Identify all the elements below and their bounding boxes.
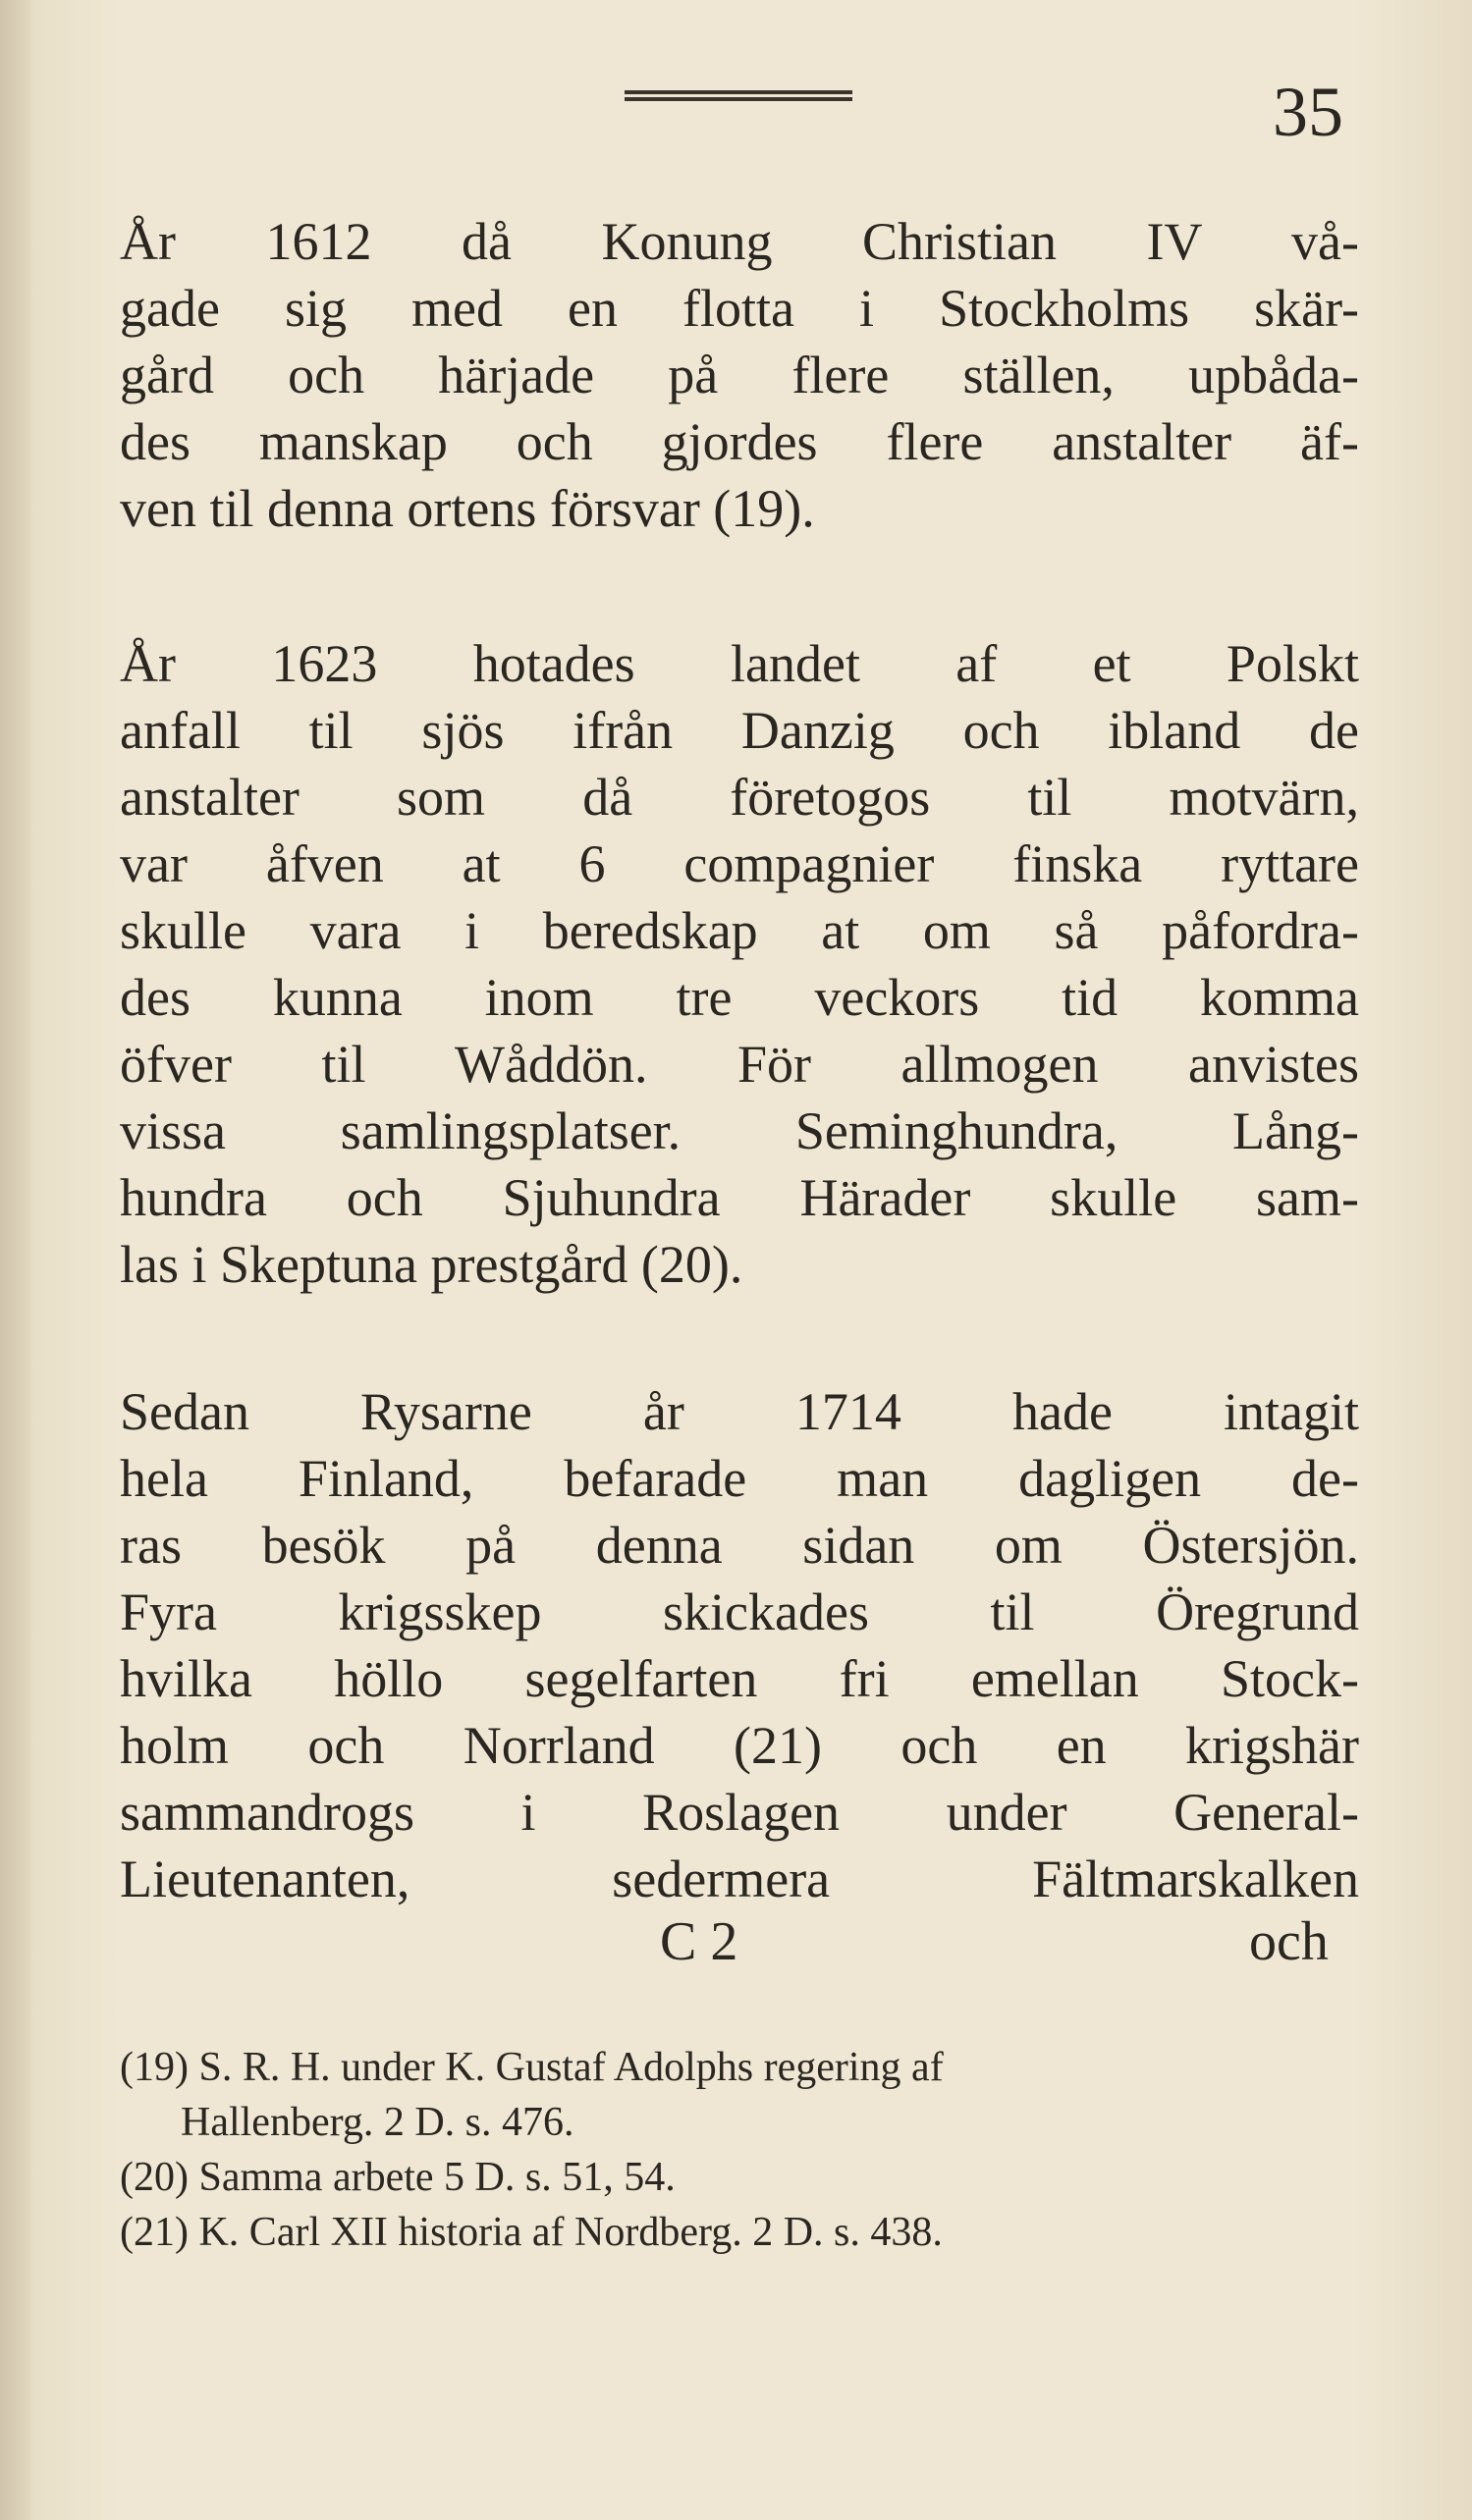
text-line: hvilka höllo segelfarten fri emellan Stock- [120, 1649, 1359, 1708]
page-number: 35 [1273, 73, 1343, 151]
text-line: des manskap och gjordes flere anstalter äf- [120, 412, 1359, 471]
footnote-19-continued: Hallenberg. 2 D. s. 476. [181, 2100, 574, 2145]
text-line: År 1623 hotades landet af et Polskt [120, 634, 1359, 693]
text-line: hundra och Sjuhundra Härader skulle sam- [120, 1168, 1359, 1227]
text-line: gade sig med en flotta i Stockholms skär- [120, 279, 1359, 338]
paragraph-1623 [120, 630, 1359, 1298]
footnote-20: (20) Samma arbete 5 D. s. 51, 54. [120, 2155, 676, 2200]
footnote-19: (19) S. R. H. under K. Gustaf Adolphs regering af [120, 2045, 944, 2090]
text-line: var åfven at 6 compagnier finska ryttare [120, 834, 1359, 893]
text-line: holm och Norrland (21) och en krigshär [120, 1716, 1359, 1775]
text-line: gård och härjade på flere ställen, upbåda- [120, 346, 1359, 404]
text-line: År 1612 då Konung Christian IV vå- [120, 212, 1359, 271]
catchword: och [1249, 1911, 1329, 1972]
paragraph-1612 [120, 208, 1359, 542]
text-line: vissa samlingsplatser. Seminghundra, Lång- [120, 1101, 1359, 1160]
footnotes [120, 2040, 1359, 2260]
header-rule [625, 90, 852, 108]
text-line: anstalter som då företogos til motvärn, [120, 768, 1359, 827]
page-gutter [0, 0, 31, 2520]
text-line: des kunna inom tre veckors tid komma [120, 968, 1359, 1027]
text-line: las i Skeptuna prestgård (20). [120, 1235, 743, 1294]
text-line: anfall til sjös ifrån Danzig och ibland de [120, 701, 1359, 760]
paragraph-1714 [120, 1378, 1359, 1912]
text-line: ras besök på denna sidan om Östersjön. [120, 1516, 1359, 1575]
text-line: Sedan Rysarne år 1714 hade intagit [120, 1382, 1359, 1441]
text-line: hela Finland, befarade man dagligen de- [120, 1449, 1359, 1508]
text-line: Lieutenanten, sedermera Fältmarskalken [120, 1850, 1359, 1908]
signature-mark: C 2 [660, 1911, 738, 1972]
text-line: öfver til Wåddön. För allmogen anvistes [120, 1035, 1359, 1094]
footnote-21: (21) K. Carl XII historia af Nordberg. 2 D. s. 438. [120, 2210, 943, 2255]
text-line: sammandrogs i Roslagen under General- [120, 1783, 1359, 1842]
text-line: ven til denna ortens försvar (19). [120, 479, 815, 538]
text-line: Fyra krigsskep skickades til Öregrund [120, 1582, 1359, 1641]
text-line: skulle vara i beredskap at om så påfordra- [120, 901, 1359, 960]
